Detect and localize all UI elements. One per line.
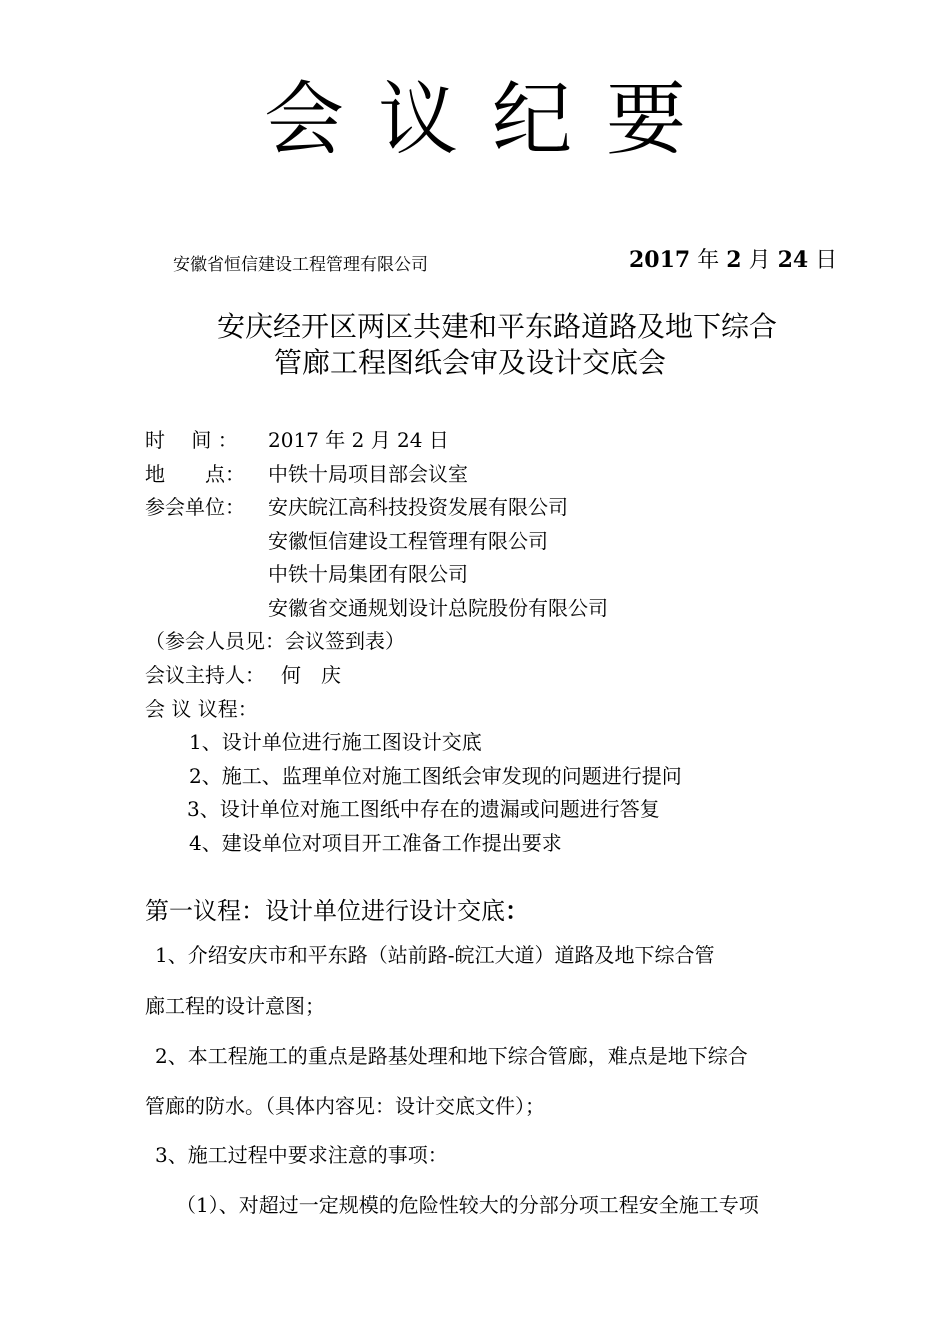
agenda-item: 4、建设单位对项目开工准备工作提出要求 [189,831,562,855]
agenda-item: 1、设计单位进行施工图设计交底 [189,730,482,754]
date-year-char: 年 [697,248,720,273]
host-name: 何 庆 [281,663,341,687]
unit-item: 安徽恒信建设工程管理有限公司 [268,529,548,553]
issuing-company: 安徽省恒信建设工程管理有限公司 [173,255,428,275]
agenda-item: 3、设计单位对施工图纸中存在的遗漏或问题进行答复 [187,797,660,821]
meeting-title-line-2: 管廊工程图纸会审及设计交底会 [274,346,667,379]
section-1-title [145,895,529,927]
section-1-paragraph: 2、本工程施工的重点是路基处理和地下综合管廊，难点是地下综合 [155,1044,748,1068]
attendees-note: （参会人员见：会议签到表） [145,629,405,653]
date-month-char: 月 [748,248,771,273]
section-1-paragraph: （1）、对超过一定规模的危险性较大的分部分项工程安全施工专项 [176,1193,759,1217]
meeting-title-line-1: 安庆经开区两区共建和平东路道路及地下综合 [217,310,778,343]
date-month: 2 [726,247,742,273]
place-value: 中铁十局项目部会议室 [268,462,468,486]
document-heading: 会议纪要 [264,73,720,166]
section-1-paragraph: 管廊的防水。（具体内容见：设计交底文件）； [145,1094,545,1118]
section-1-title-text: 第一议程：设计单位进行设计交底 [145,897,505,925]
time-value: 2017 年 2 月 24 日 [268,428,449,452]
unit-item: 安徽省交通规划设计总院股份有限公司 [268,596,608,620]
section-1-paragraph: 廊工程的设计意图； [145,994,325,1018]
host-label: 会议主持人： [145,663,265,687]
section-1-paragraph: 1、介绍安庆市和平东路（站前路-皖江大道）道路及地下综合管 [155,943,715,967]
section-1-title-colon: ： [505,896,529,925]
agenda-label: 会 议 议程： [145,697,258,721]
agenda-item: 2、施工、监理单位对施工图纸会审发现的问题进行提问 [189,764,682,788]
date-year: 2017 [629,247,691,273]
unit-item: 安庆皖江高科技投资发展有限公司 [268,495,568,519]
place-label: 地 点： [145,462,245,486]
units-label: 参会单位： [145,495,245,519]
time-label: 时 间 ： [145,428,238,452]
unit-item: 中铁十局集团有限公司 [268,562,468,586]
section-1-paragraph: 3、施工过程中要求注意的事项： [155,1143,448,1167]
issue-date [629,246,837,275]
date-day: 24 [777,247,809,273]
date-day-char: 日 [815,248,838,273]
